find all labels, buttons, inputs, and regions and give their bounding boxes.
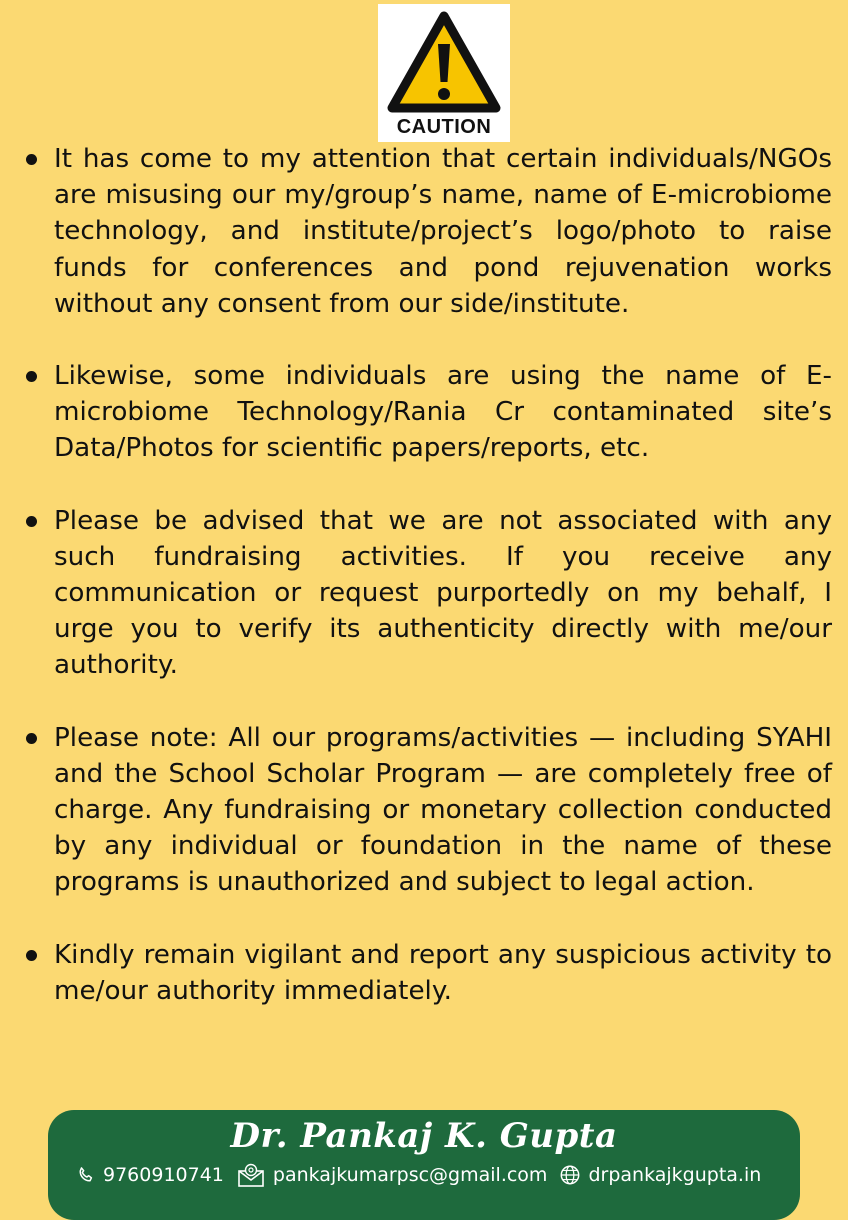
phone-contact[interactable] xyxy=(76,1164,224,1186)
notice-text: Please note: All our programs/activities — including SYAHI and the School Scholar Program — are completely free of charge. Any fundraising or monetary collection conducted by any individual or foundation in the name of these programs is unauthorized and subject to legal action. xyxy=(54,722,832,898)
author-name: Dr. Pankaj K. Gupta xyxy=(230,1116,618,1156)
notice-item xyxy=(20,503,832,684)
email-icon xyxy=(236,1162,266,1188)
bullet-icon xyxy=(26,371,37,382)
notice-list xyxy=(20,141,832,1045)
notice-item xyxy=(20,720,832,901)
email-address: pankajkumarpsc@gmail.com xyxy=(272,1164,548,1186)
bullet-icon xyxy=(26,516,37,527)
caution-label: CAUTION xyxy=(396,116,492,138)
notice-text: Please be advised that we are not associated with any such fundraising activities. If you receive any communication or request purportedly on my behalf, I urge you to verify its authenticity directly with me/our authority. xyxy=(54,505,832,681)
notice-item xyxy=(20,358,832,467)
notice-item xyxy=(20,141,832,322)
caution-sign xyxy=(378,4,510,142)
website-contact[interactable] xyxy=(559,1164,761,1186)
notice-text: Kindly remain vigilant and report any suspicious activity to me/our authority immediately. xyxy=(54,939,832,1006)
phone-number: 9760910741 xyxy=(103,1164,224,1186)
bullet-icon xyxy=(26,154,37,165)
phone-icon xyxy=(76,1165,96,1185)
notice-text: Likewise, some individuals are using the name of E-microbiome Technology/Rania Cr contaminated site’s Data/Photos for scientific papers/reports, etc. xyxy=(54,361,832,464)
website-url: drpankajkgupta.in xyxy=(588,1164,762,1186)
warning-triangle-icon xyxy=(378,4,510,116)
bullet-icon xyxy=(26,733,37,744)
bullet-icon xyxy=(26,950,37,961)
contact-row xyxy=(76,1162,806,1188)
email-contact[interactable] xyxy=(236,1162,548,1188)
footer-banner xyxy=(48,1110,800,1220)
globe-icon xyxy=(559,1164,581,1186)
notice-text: It has come to my attention that certain individuals/NGOs are misusing our my/group’s name, name of E-microbiome technology, and institute/project’s logo/photo to raise funds for conferences and pond rejuvenation works without any consent from our side/institute. xyxy=(54,144,832,319)
notice-item xyxy=(20,937,832,1009)
